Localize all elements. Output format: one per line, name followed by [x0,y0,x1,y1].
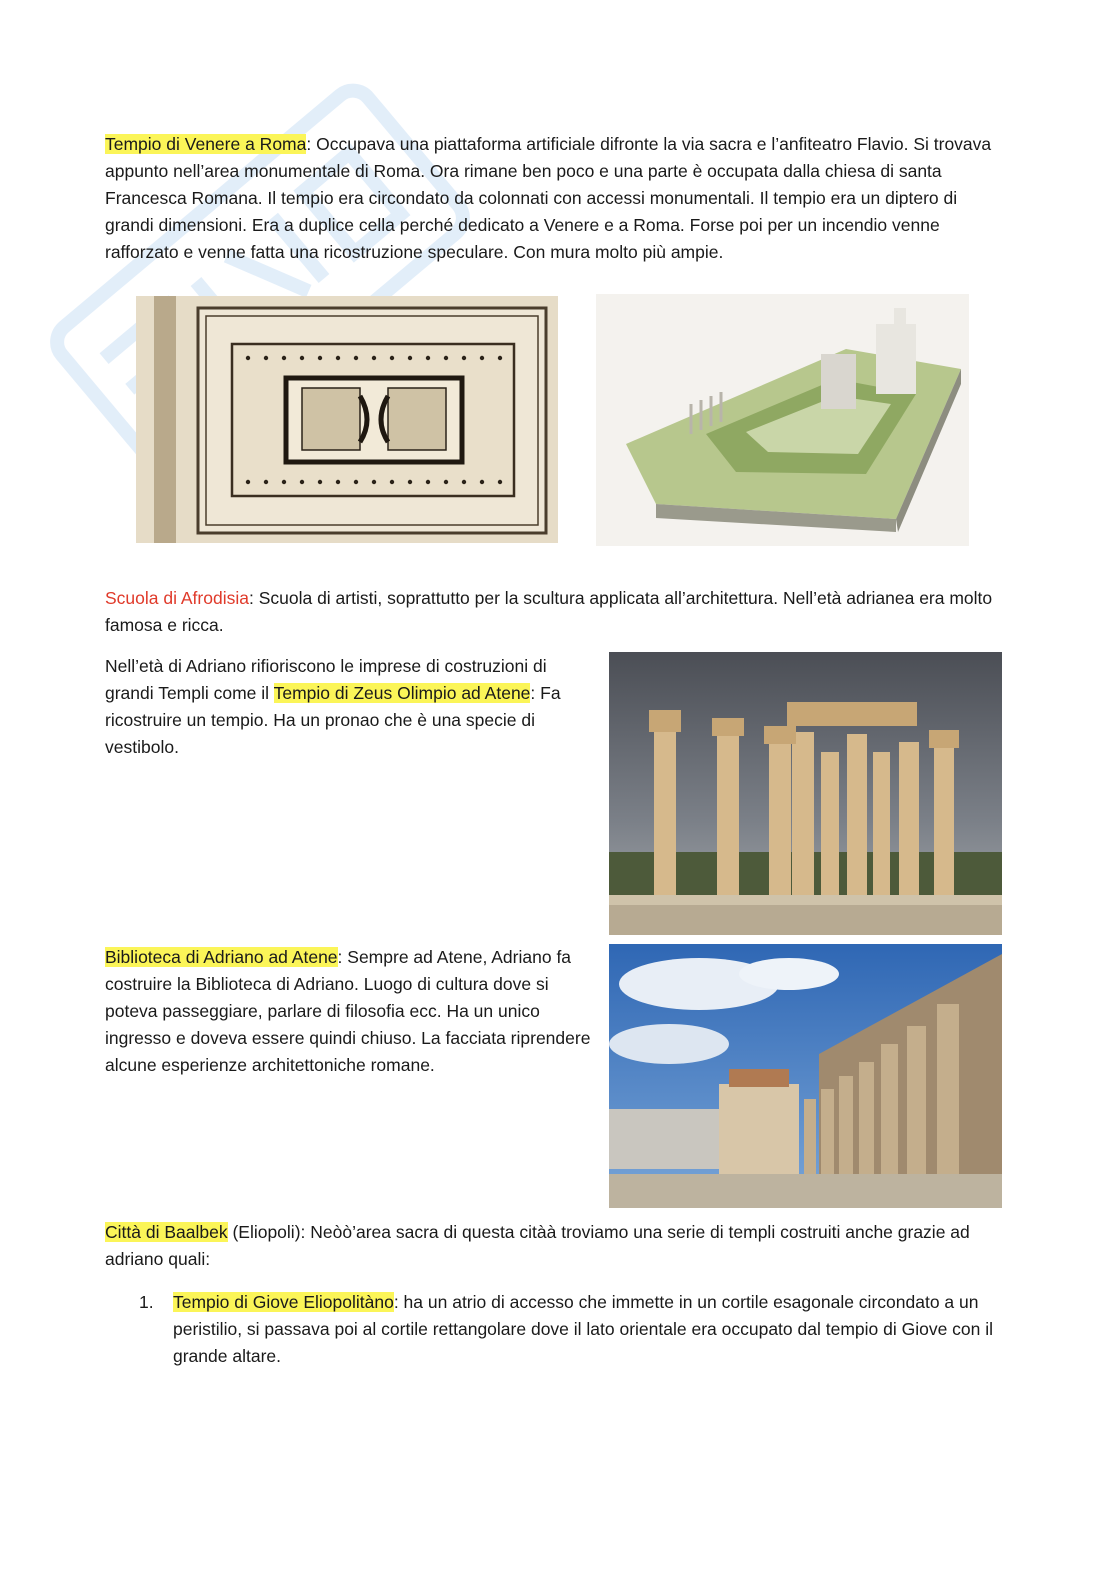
title-biblioteca: Biblioteca di Adriano ad Atene [105,947,338,967]
text-zeus-post: : Fa ricostruire un tempio. Ha un pronao che è una specie di vestibolo. [105,683,561,757]
paragraph-zeus [105,653,593,761]
title-venere: Tempio di Venere a Roma [105,134,307,154]
figure-venere-reconstruction [596,294,969,546]
text-giove: : ha un atrio di accesso che immette in un cortile esagonale circondato a un peristilio, si passava poi al cortile rettangolare dove il lato orientale era occupato dal tempio di Giove con il grande altare. [173,1292,994,1366]
text-baalbek: (Eliopoli): Neòò’area sacra di questa citàà troviamo una serie di templi costruiti anche grazie ad adriano quali: [105,1222,970,1269]
paragraph-venere [105,131,1010,266]
figure-venere-plan [136,296,558,543]
list-item [173,1289,1010,1370]
title-zeus: Tempio di Zeus Olimpio ad Atene [273,683,531,703]
text-zeus-pre: Nell’età di Adriano rifioriscono le imprese di costruzioni di grandi Templi come il [105,656,547,703]
paragraph-baalbek [105,1219,1010,1273]
list-item-number: 1. [139,1292,154,1312]
paragraph-biblioteca [105,944,593,1079]
paragraph-afrodisia [105,585,1010,639]
text-biblioteca: : Sempre ad Atene, Adriano fa costruire la Biblioteca di Adriano. Luogo di cultura dove si poteva passeggiare, parlare di filosofia ecc. Ha un unico ingresso e doveva essere quindi chiuso. La facciata riprendere alcune esperienze architettoniche romane. [105,947,591,1075]
figure-zeus-photo [609,652,1002,935]
title-afrodisia: Scuola di Afrodisia [105,588,249,608]
title-baalbek: Città di Baalbek [105,1222,228,1242]
title-giove: Tempio di Giove Eliopolitàno [173,1292,394,1312]
text-venere: : Occupava una piattaforma artificiale difronte la via sacra e l’anfiteatro Flavio. Si trovava appunto nell’area monumentale di Roma. Ora rimane ben poco e una parte è occupata dalla chiesa di santa Francesca Romana. Il tempio era circondato da colonnati con accessi monumentali. Il tempio era un diptero di grandi dimensioni. Era a duplice cella perché dedicato a Venere e a Roma. Forse poi per un incendio venne rafforzato e venne fatta una ricostruzione speculare. Con mura molto più ampie. [105,134,992,262]
figure-biblioteca-photo [609,944,1002,1208]
text-afrodisia: : Scuola di artisti, soprattutto per la scultura applicata all’architettura. Nell’età adrianea era molto famosa e ricca. [105,588,993,635]
